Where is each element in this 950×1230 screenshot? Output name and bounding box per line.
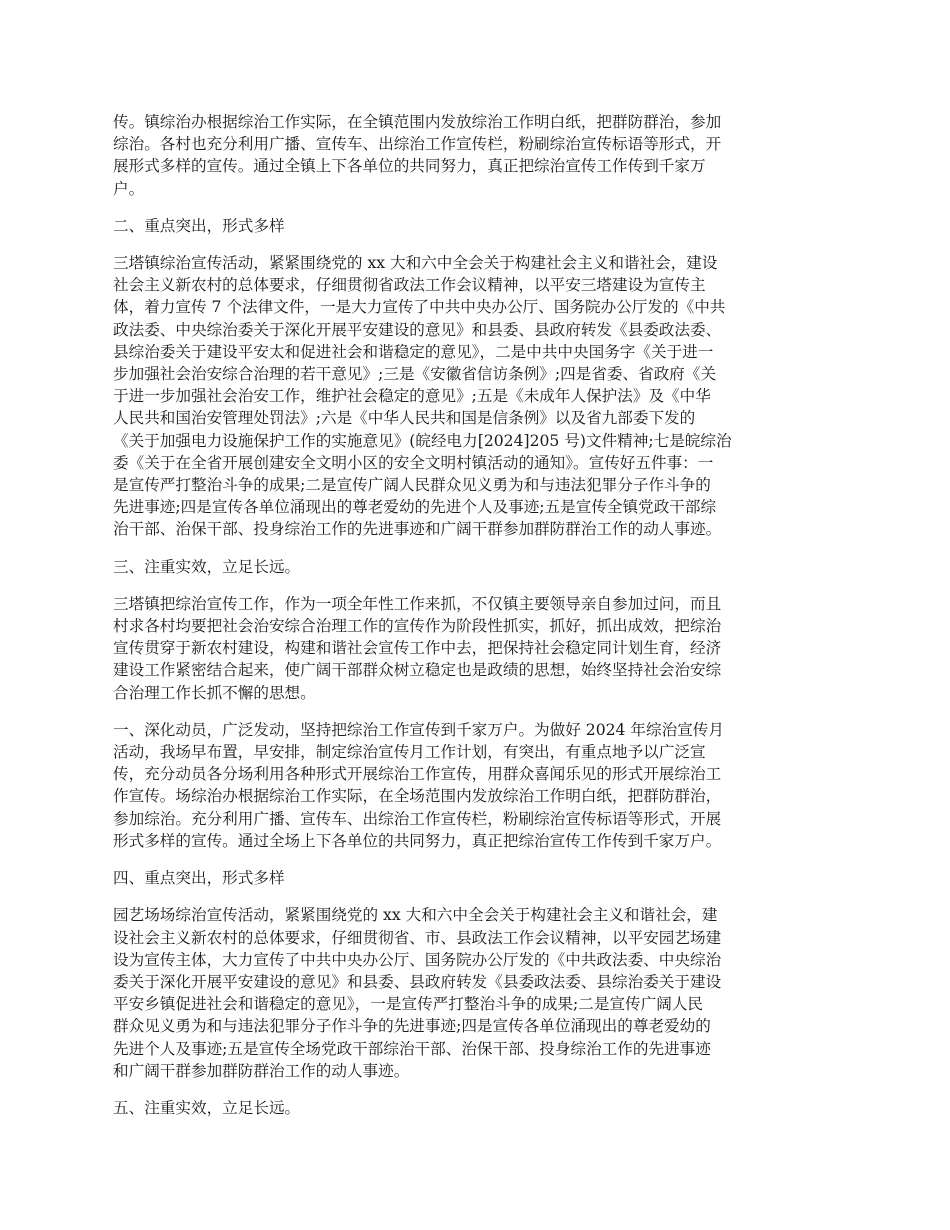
text-line: 二、重点突出，形式多样 xyxy=(113,216,285,235)
text-line: 委关于深化开展平安建设的意见》和县委、县政府转发《县委政法委、县综治委关于建设 xyxy=(113,972,722,991)
document-body xyxy=(113,111,837,1119)
text-line: 一、深化动员，广泛发动，坚持把综治工作宣传到千家万户。为做好 2024 年综治宣传月 xyxy=(113,720,724,739)
body-paragraph xyxy=(113,111,837,200)
text-line: 政法委、中央综治委关于深化开展平安建设的意见》和县委、县政府转发《县委政法委、 xyxy=(113,320,722,339)
text-line: 活动，我场早布置，早安排，制定综治宣传月工作计划，有突出，有重点地予以广泛宣 xyxy=(113,743,706,762)
text-line: 设社会主义新农村的总体要求，仔细贯彻省、市、县政法工作会议精神，以平安园艺场建 xyxy=(113,928,722,947)
body-paragraph xyxy=(113,252,837,541)
text-line: 综治。各村也充分利用广播、宣传车、出综治工作宣传栏，粉刷综治宣传标语等形式，开 xyxy=(113,135,722,154)
text-line: 县综治委关于建设平安太和促进社会和谐稳定的意见》，二是中共中央国务字《关于进一 xyxy=(113,342,714,361)
text-line: 三塔镇把综治宣传工作，作为一项全年性工作来抓，不仅镇主要领导亲自参加过问，而且 xyxy=(113,594,722,613)
text-line: 四、重点突出，形式多样 xyxy=(113,869,285,888)
text-line: 步加强社会治安综合治理的若干意见》;三是《安徽省信访条例》;四是省委、省政府《关 xyxy=(113,365,717,384)
text-line: 三塔镇综治宣传活动，紧紧围绕党的 xx 大和六中全会关于构建社会主义和谐社会，建设 xyxy=(113,254,718,273)
text-line: 形式多样的宣传。通过全场上下各单位的共同努力，真正把综治宣传工作传到千家万户。 xyxy=(113,831,722,850)
text-line: 体，着力宣传 7 个法律文件，一是大力宣传了中共中央办公厅、国务院办公厅发的《中共 xyxy=(113,298,726,317)
text-line: 三、注重实效，立足长远。 xyxy=(113,557,301,576)
text-line: 社会主义新农村的总体要求，仔细贯彻省政法工作会议精神，以平安三塔建设为宣传主 xyxy=(113,276,706,295)
text-line: 合治理工作长抓不懈的思想。 xyxy=(113,683,316,702)
text-line: 于进一步加强社会治安工作，维护社会稳定的意见》;五是《未成年人保护法》及《中华 xyxy=(113,387,711,406)
text-line: 先进个人及事迹;五是宣传全场党政干部综治干部、治保干部、投身综治工作的先进事迹 xyxy=(113,1039,711,1058)
section-heading xyxy=(113,1097,837,1119)
text-line: 参加综治。充分利用广播、宣传车、出综治工作宣传栏，粉刷综治宣传标语等形式，开展 xyxy=(113,809,722,828)
text-line: 群众见义勇为和与违法犯罪分子作斗争的先进事迹;四是宣传各单位涌现出的尊老爱幼的 xyxy=(113,1017,711,1036)
section-heading xyxy=(113,556,837,578)
text-line: 先进事迹;四是宣传各单位涌现出的尊老爱幼的先进个人及事迹;五是宣传全镇党政干部综 xyxy=(113,498,717,517)
text-line: 治干部、治保干部、投身综治工作的先进事迹和广阔干群参加群防群治工作的动人事迹。 xyxy=(113,520,722,539)
text-line: 平安乡镇促进社会和谐稳定的意见》，一是宣传严打整治斗争的成果;二是宣传广阔人民 xyxy=(113,995,704,1014)
text-line: 和广阔干群参加群防群治工作的动人事迹。 xyxy=(113,1061,410,1080)
body-paragraph xyxy=(113,719,837,852)
text-line: 传，充分动员各分场利用各种形式开展综治工作宣传，用群众喜闻乐见的形式开展综治工 xyxy=(113,765,722,784)
text-line: 委《关于在全省开展创建安全文明小区的安全文明村镇活动的通知》。宣传好五件事：一 xyxy=(113,453,714,472)
text-line: 是宣传严打整治斗争的成果;二是宣传广阔人民群众见义勇为和与违法犯罪分子作斗争的 xyxy=(113,476,711,495)
text-line: 设为宣传主体，大力宣传了中共中央办公厅、国务院办公厅发的《中共政法委、中央综治 xyxy=(113,950,722,969)
text-line: 建设工作紧密结合起来，使广阔干部群众树立稳定也是政绩的思想，始终坚持社会治安综 xyxy=(113,661,722,680)
text-line: 传。镇综治办根据综治工作实际，在全镇范围内发放综治工作明白纸，把群防群治，参加 xyxy=(113,113,722,131)
section-heading xyxy=(113,867,837,889)
text-line: 园艺场场综治宣传活动，紧紧围绕党的 xx 大和六中全会关于构建社会主义和谐社会，建 xyxy=(113,906,718,925)
section-heading xyxy=(113,215,837,237)
text-line: 《关于加强电力设施保护工作的实施意见》(皖经电力[2024]205 号)文件精神;七是皖综治 xyxy=(113,431,732,450)
body-paragraph xyxy=(113,904,837,1082)
text-line: 户。 xyxy=(113,179,145,198)
text-line: 人民共和国治安管理处罚法》;六是《中华人民共和国是信条例》以及省九部委下发的 xyxy=(113,409,696,428)
text-line: 宣传贯穿于新农村建设，构建和谐社会宣传工作中去，把保持社会稳定同计划生育，经济 xyxy=(113,639,722,658)
text-line: 五、注重实效，立足长远。 xyxy=(113,1098,301,1117)
text-line: 作宣传。场综治办根据综治工作实际，在全场范围内发放综治工作明白纸，把群防群治， xyxy=(113,787,722,806)
text-line: 展形式多样的宣传。通过全镇上下各单位的共同努力，真正把综治宣传工作传到千家万 xyxy=(113,157,706,176)
body-paragraph xyxy=(113,593,837,704)
text-line: 村求各村均要把社会治安综合治理工作的宣传作为阶段性抓实，抓好，抓出成效，把综治 xyxy=(113,617,722,636)
